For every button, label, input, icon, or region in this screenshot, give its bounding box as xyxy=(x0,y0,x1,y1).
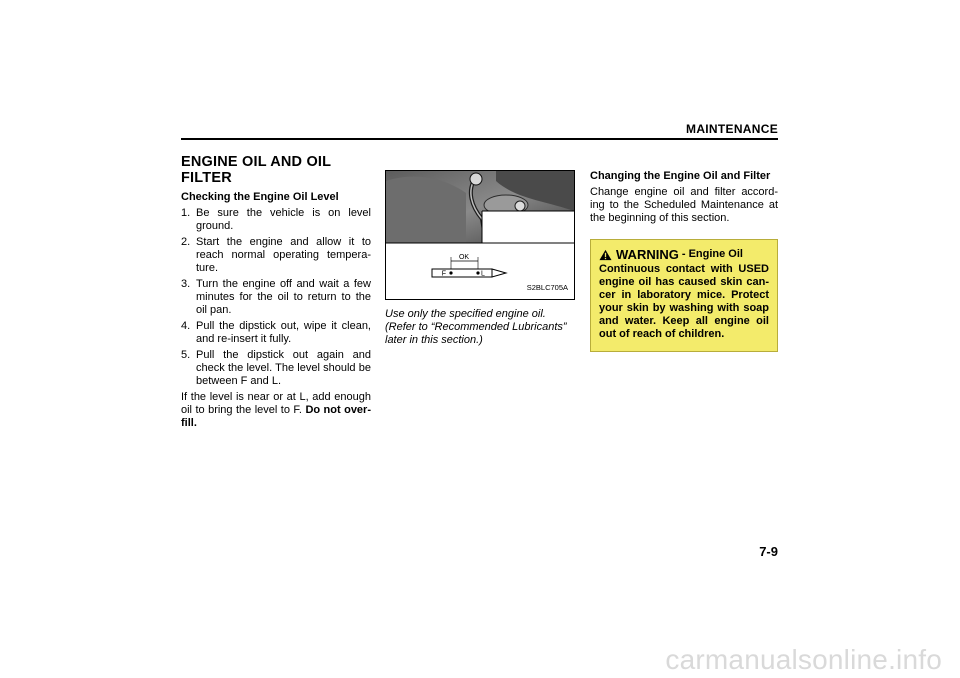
warning-subtitle: - Engine Oil xyxy=(681,248,743,260)
list-item xyxy=(181,320,371,346)
step-text: Be sure the vehicle is on level ground. xyxy=(196,207,371,232)
l-label: L xyxy=(481,270,485,278)
header-rule xyxy=(181,138,778,140)
step-text: Turn the engine off and wait a few minutes for the oil to return to the oil pan. xyxy=(196,278,371,316)
f-label: F xyxy=(441,270,446,278)
figure-caption: Use only the specified engine oil. (Refer to “Recommended Lubricants” later in this section.) xyxy=(385,308,567,346)
full-mark xyxy=(449,271,452,274)
warning-word: WARNING xyxy=(616,247,679,262)
section-title: ENGINE OIL AND OIL FILTER xyxy=(181,154,331,186)
changing-oil-text: Change engine oil and filter accord-ing to the Scheduled Maintenance at the beginning of this section. xyxy=(590,186,778,224)
low-mark xyxy=(476,271,479,274)
step-number: 1. xyxy=(181,207,191,219)
list-item xyxy=(181,207,371,233)
note-emphasis: Do not over-fill. xyxy=(181,404,371,429)
watermark: carmanualsonline.info xyxy=(665,644,942,675)
subhead-checking-oil: Checking the Engine Oil Level xyxy=(181,191,339,203)
step-number: 3. xyxy=(181,278,191,290)
step-number: 5. xyxy=(181,349,191,361)
steps-list xyxy=(181,207,371,388)
list-item xyxy=(181,236,371,275)
step-number: 4. xyxy=(181,320,191,332)
section-header: MAINTENANCE xyxy=(686,122,778,136)
step-text: Start the engine and allow it to reach normal operating tempera-ture. xyxy=(196,236,371,274)
warning-triangle-icon xyxy=(599,249,612,261)
subhead-changing-oil: Changing the Engine Oil and Filter xyxy=(590,170,771,182)
step-number: 2. xyxy=(181,236,191,248)
step-text: Pull the dipstick out again and check the level. The level should be between F and L. xyxy=(196,349,371,387)
right-column xyxy=(590,150,778,352)
warning-text: Continuous contact with USED engine oil has caused skin can-cer in laboratory mice. Protect your skin by washing with soap and water. Keep all engine oil out of reach of children. xyxy=(599,263,769,340)
list-item xyxy=(181,349,371,388)
engine-dipstick-figure xyxy=(385,170,575,300)
ok-label: OK xyxy=(458,254,470,261)
left-column xyxy=(181,150,371,433)
list-item xyxy=(181,278,371,317)
overfill-note xyxy=(181,391,371,430)
warning-header xyxy=(599,248,769,261)
warning-box xyxy=(590,239,778,352)
figure-code: S2BLC705A xyxy=(526,283,568,292)
middle-column xyxy=(385,150,575,347)
page-number: 7-9 xyxy=(759,544,778,559)
engine-illustration xyxy=(386,171,574,299)
step-text: Pull the dipstick out, wipe it clean, and re-insert it fully. xyxy=(196,320,371,345)
note-text: If the level is near or at L, add enough oil to bring the level to F. xyxy=(181,391,371,416)
